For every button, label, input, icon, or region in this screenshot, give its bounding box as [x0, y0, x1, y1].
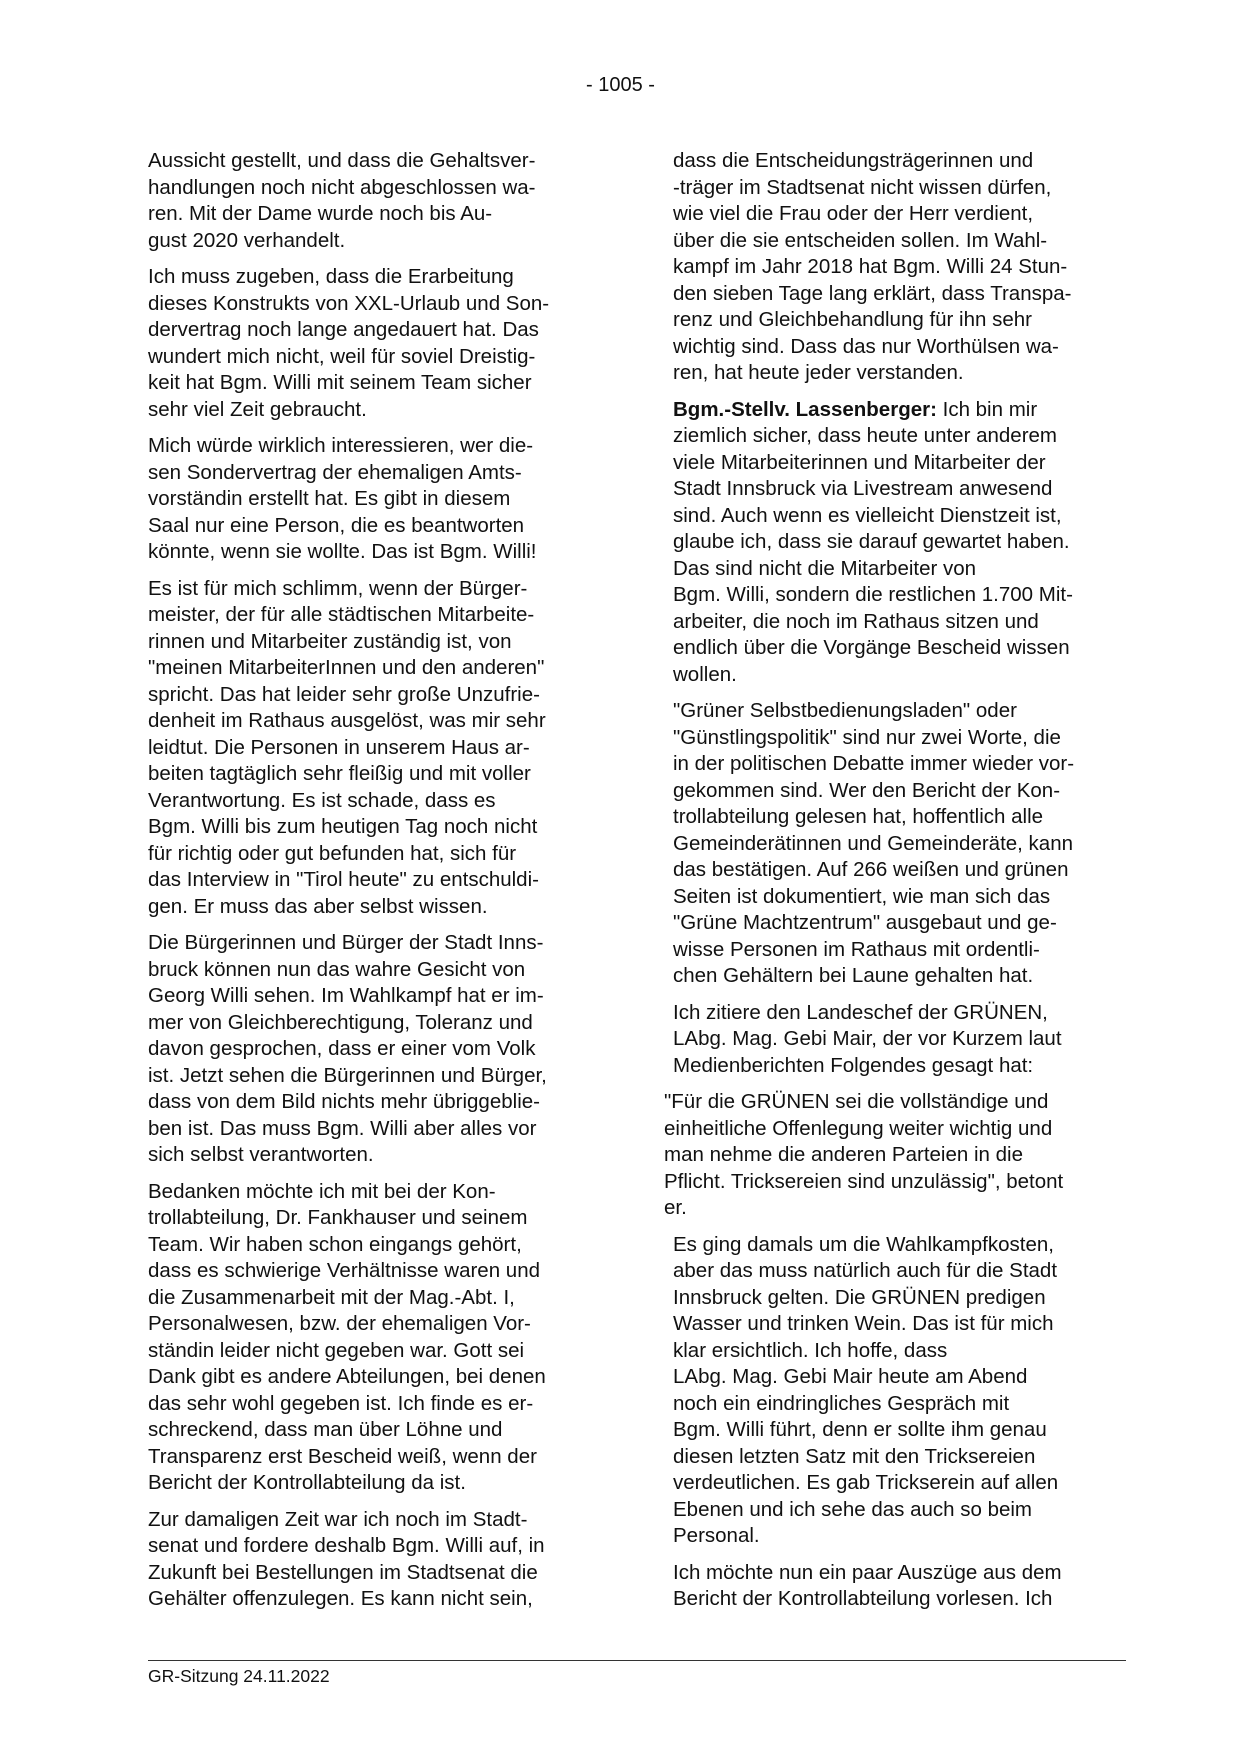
- speaker-name: Bgm.-Stellv. Lassenberger:: [673, 397, 937, 421]
- paragraph: Ich möchte nun ein paar Auszüge aus dem Bericht der Kontrollabteilung vorlesen. Ich: [673, 1560, 1062, 1610]
- paragraph: Bedanken möchte ich mit bei der Kon- trollabteilung, Dr. Fankhauser und seinem Team. Wir haben schon eingangs gehört, dass es schwierige Verhältnisse waren und die Zusammenarbeit mit der Mag.-Abt. I, Personalwesen, bzw. der ehemaligen Vor- ständin leider nicht gegeben war. Gott sei Dank gibt es andere Abteilungen, bei denen das sehr wohl gegeben ist. Ich finde es er- schreckend, dass man über Löhne und Transparenz erst Bescheid weiß, wenn der Bericht der Kontrollabteilung da ist.: [148, 1179, 546, 1494]
- paragraph: dass die Entscheidungsträgerinnen und -träger im Stadtsenat nicht wissen dürfen, wie viel die Frau oder der Herr verdient, über die sie entscheiden sollen. Im Wahl- kampf im Jahr 2018 hat Bgm. Willi 24 Stun- den sieben Tage lang erklärt, dass Transpa- renz und Gleichbehandlung für ihn sehr wichtig sind. Dass das nur Worthülsen wa- ren, hat heute jeder verstanden.: [673, 149, 1072, 384]
- paragraph: "Grüner Selbstbedienungsladen" oder "Günstlingspolitik" sind nur zwei Worte, die in der politischen Debatte immer wieder vor- gekommen sind. Wer den Bericht der Kon- trollabteilung gelesen hat, hoffentlich alle Gemeinderätinnen und Gemeinderäte, kann das bestätigen. Auf 266 weißen und grünen Seiten ist dokumentiert, wie man sich das "Grüne Machtzentrum" ausgebaut und ge- wisse Personen im Rathaus mit ordentli- chen Gehältern bei Laune gehalten hat.: [673, 699, 1075, 987]
- paragraph: Aussicht gestellt, und dass die Gehaltsver- handlungen noch nicht abgeschlossen wa- ren. Mit der Dame wurde noch bis Au- gust 2020 verhandelt.: [148, 149, 536, 252]
- right-column: [664, 148, 1125, 1623]
- paragraph: Ich muss zugeben, dass die Erarbeitung dieses Konstrukts von XXL-Urlaub und Son- dervertrag noch lange angedauert hat. Das wundert mich nicht, weil für soviel Dreistig- keit hat Bgm. Willi mit seinem Team sicher sehr viel Zeit gebraucht.: [148, 265, 550, 421]
- footer-divider: [148, 1660, 1126, 1661]
- paragraph: Es ging damals um die Wahlkampfkosten, aber das muss natürlich auch für die Stadt Innsbruck gelten. Die GRÜNEN predigen Wasser und trinken Wein. Das ist für mich klar ersichtlich. Ich hoffe, dass LAbg. Mag. Gebi Mair heute am Abend noch ein eindringliches Gespräch mit Bgm. Willi führt, denn er sollte ihm genau diesen letzten Satz mit den Tricksereien verdeutlichen. Es gab Trickserein auf allen Ebenen und ich sehe das auch so beim Personal.: [673, 1232, 1059, 1547]
- speaker-paragraph: Bgm.-Stellv. Lassenberger: Ich bin mir ziemlich sicher, dass heute unter anderem viele Mitarbeiterinnen und Mitarbeiter der Stadt Innsbruck via Livestream anwesend sind. Auch wenn es vielleicht Dienstzeit ist, glaube ich, dass sie darauf gewartet haben. Das sind nicht die Mitarbeiter von Bgm. Willi, sondern die restlichen 1.700 Mit- arbeiter, die noch im Rathaus sitzen und endlich über die Vorgänge Bescheid wissen wollen.: [673, 397, 1073, 686]
- paragraph: Es ist für mich schlimm, wenn der Bürger- meister, der für alle städtischen Mitarbeite- rinnen und Mitarbeiter zuständig ist, von "meinen MitarbeiterInnen und den anderen" spricht. Das hat leider sehr große Unzufrie- denheit im Rathaus ausgelöst, was mir sehr leidtut. Die Personen in unserem Haus ar- beiten tagtäglich sehr fleißig und mit voller Verantwortung. Es ist schade, dass es Bgm. Willi bis zum heutigen Tag noch nicht für richtig oder gut befunden hat, sich für das Interview in "Tirol heute" zu entschuldi- gen. Er muss das aber selbst wissen.: [148, 576, 546, 918]
- left-column: [148, 148, 596, 1623]
- quote-paragraph: "Für die GRÜNEN sei die vollständige und einheitliche Offenlegung weiter wichtig und man nehme die anderen Parteien in die Pflicht. Tricksereien sind unzulässig", betont er.: [664, 1090, 1064, 1219]
- paragraph: Zur damaligen Zeit war ich noch im Stadt- senat und fordere deshalb Bgm. Willi auf, in Zukunft bei Bestellungen im Stadtsenat die Gehälter offenzulegen. Es kann nicht sein,: [148, 1507, 545, 1610]
- paragraph: Mich würde wirklich interessieren, wer die- sen Sondervertrag der ehemaligen Amts- vorständin erstellt hat. Es gibt in diesem Saal nur eine Person, die es beantworten könnte, wenn sie wollte. Das ist Bgm. Willi!: [148, 434, 537, 563]
- paragraph: Ich zitiere den Landeschef der GRÜNEN, LAbg. Mag. Gebi Mair, der vor Kurzem laut Medienberichten Folgendes gesagt hat:: [673, 1000, 1062, 1077]
- paragraph: Die Bürgerinnen und Bürger der Stadt Inns- bruck können nun das wahre Gesicht von Georg Willi sehen. Im Wahlkampf hat er im- mer von Gleichberechtigung, Toleranz und davon gesprochen, dass er einer vom Volk ist. Jetzt sehen die Bürgerinnen und Bürger, dass von dem Bild nichts mehr übriggeblie- ben ist. Das muss Bgm. Willi aber alles vor sich selbst verantworten.: [148, 931, 547, 1166]
- page-number: - 1005 -: [586, 74, 655, 96]
- footer-session-date: GR-Sitzung 24.11.2022: [148, 1666, 330, 1686]
